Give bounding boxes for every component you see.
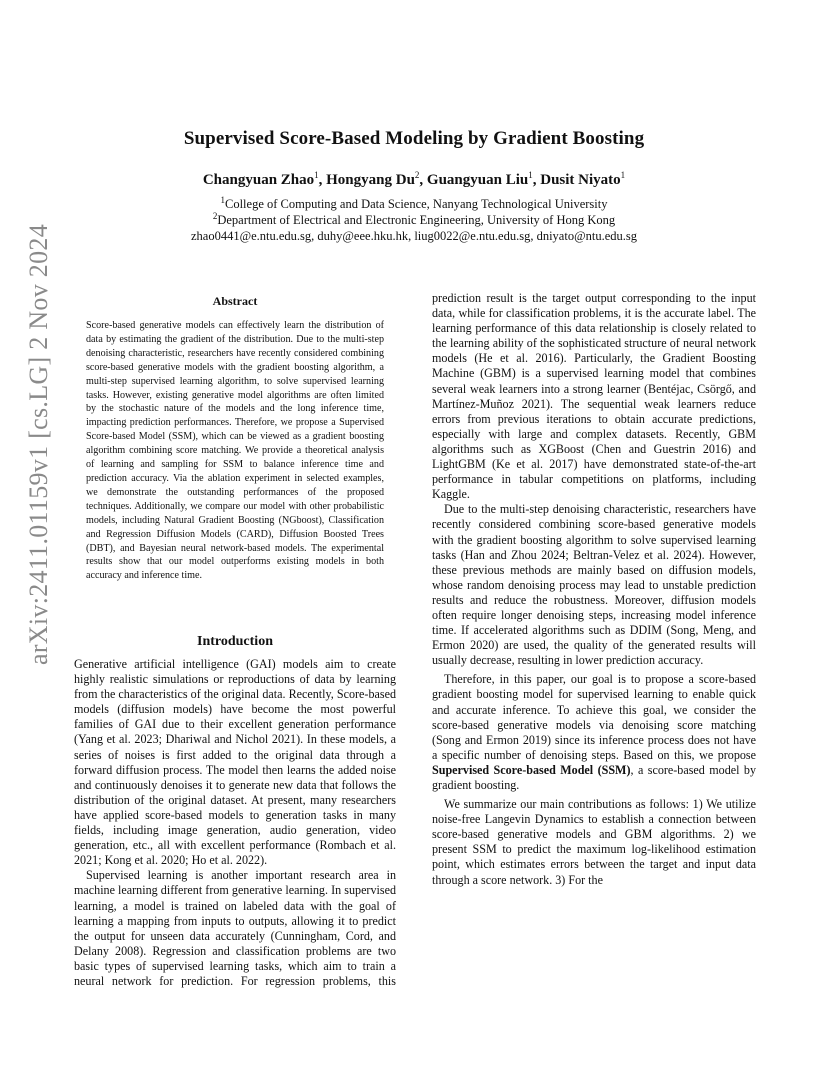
author-name: Changyuan Zhao — [202, 172, 315, 188]
author-name: Dusit Niyato — [540, 172, 621, 188]
affiliation-text: Department of Electrical and Electronic Engineering, University of Hong Kong — [217, 213, 616, 227]
affiliation-text: College of Computing and Data Science, Nanyang Technological University — [225, 197, 608, 211]
author-list: Changyuan Zhao$^1$, Hongyang Du$^2$, Guangyuan Liu$^1$, Dusit Niyato$^1$ — [202, 170, 626, 188]
intro-paragraph-3: Due to the multi-step denoising characteristic, researchers have recently considered combining score-based generative models with the gradient boosting algorithm to solve supervised learning tasks (Han and Zhou 2024; Beltran-Velez et al. 2024). However, these previous methods are mainly based on diffusion models, whose random denoising process may lead to unstable prediction results and reduce the robustness. Moreover, diffusion models often require longer denoising steps, increasing model inference time. If accelerated algorithms such as DDIM (Song, Meng, and Ermon 2020) are used, the quality of the generated results will usually decrease, resulting in lower prediction accuracy. — [432, 502, 756, 668]
paper-title: Supervised Score-Based Modeling by Gradient Boosting — [183, 128, 645, 149]
introduction-heading: Introduction — [197, 634, 273, 649]
arxiv-identifier-sidebar: arXiv:2411.01159v1 [cs.LG] 2 Nov 2024 — [24, 223, 53, 665]
author-affiliation-mark: 1 — [528, 170, 533, 180]
intro-paragraph-4-end: , a score-based model by gradient boosting. — [432, 762, 756, 792]
right-column — [432, 291, 756, 888]
author-affiliation-mark: 1 — [620, 170, 626, 180]
intro-paragraph-4 — [432, 672, 756, 793]
author-affiliation-mark: 1 — [314, 170, 319, 180]
affiliation-mark: 2 — [212, 210, 218, 221]
affiliation-line — [0, 194, 828, 212]
affiliation-mark: 1 — [220, 194, 225, 205]
intro-paragraph-1: Generative artificial intelligence (GAI) models aim to create highly realistic simulations or reproductions of data by learning from the characteristics of the original data. Recently, Score-based models (diffusion models) have become the most powerful families of GAI due to their excellent generation performance (Yang et al. 2023; Dhariwal and Nichol 2021). In these models, a series of noises is first added to the original data through a forward diffusion process. The model then learns the added noise and continuously denoises it to generate new data that follows the distribution of the original dataset. At present, many researchers have applied score-based models to generation tasks in many fields, including image generation, audio generation, video generation, etc., all with excellent performance (Rombach et al. 2021; Kong et al. 2020; Ho et al. 2022). — [74, 657, 396, 868]
author-name: Guangyuan Liu — [426, 172, 529, 188]
intro-paragraph-2-continued: prediction result is the target output corresponding to the input data, while for classification problems, it is the accurate label. The learning performance of this data relationship is closely related to the learning ability of the sophisticated structure of neural network models (He et al. 2016). Particularly, the Gradient Boosting Machine (GBM) is a supervised learning model that combines several weak learners into a strong learner (Bentéjac, Csörgő, and Martínez-Muñoz 2021). The sequential weak learners reduce errors from previous iterations to obtain accurate predictions, especially with large and complex datasets. Recently, GBM algorithms such as XGBoost (Chen and Guestrin 2016) and LightGBM (Ke et al. 2017) have demonstrated state-of-the-art performance in tabular competitions on platforms, including Kaggle. — [432, 291, 756, 502]
author-emails: zhao0441@e.ntu.edu.sg, duhy@eee.hku.hk, liug0022@e.ntu.edu.sg, dniyato@ntu.edu.sg — [191, 229, 637, 243]
abstract-text: Score-based generative models can effectively learn the distribution of data by estimating the gradient of the distribution. Due to the multi-step denoising characteristic, researchers have recently considered combining score-based generative models with the gradient boosting algorithm, a multi-step supervised learning algorithm, to solve supervised learning tasks. However, existing generative model algorithms are often limited by the stochastic nature of the models and the long inference time, impacting prediction performances. Therefore, we propose a Supervised Score-based Model (SSM), which can be viewed as a gradient boosting algorithm combining score matching. We provide a theoretical analysis of learning and sampling for SSM to balance inference time and prediction accuracy. Via the ablation experiment in selected examples, we demonstrate the outstanding performances of the proposed techniques. Additionally, we compare our model with other probabilistic models, including Natural Gradient Boosting (NGboost), Classification and Regression Diffusion Models (CARD), Diffusion Boosted Trees (DBT), and Bayesian neural network-based models. The experimental results show that our model outperforms existing models in both accuracy and inference time. — [86, 320, 384, 582]
intro-paragraph-5: We summarize our main contributions as follows: 1) We utilize noise-free Langevin Dynamics to establish a connection between score-based generative models and GBM algorithms. 2) we present SSM to predict the maximum log-likelihood estimation point, which estimates errors between the target and input data through a score network. 3) For the — [432, 797, 756, 887]
abstract-heading: Abstract — [212, 294, 258, 308]
introduction-left-column — [74, 657, 396, 989]
affiliation-line — [0, 210, 828, 228]
intro-paragraph-2: Supervised learning is another important research area in machine learning different from generative learning. In supervised learning, a model is trained on labeled data with the goal of learning a mapping from inputs to outputs, allowing it to predict the output for unseen data accurately (Cunningham, Cord, and Delany 2008). Regression and classification problems are two basic types of supervised learning tasks, which aim to train a neural network for prediction. For regression problems, this — [74, 868, 396, 988]
model-name-bold: Supervised Score-based Model (SSM) — [432, 762, 631, 777]
author-name: Hongyang Du — [326, 172, 415, 188]
author-affiliation-mark: 2 — [414, 170, 420, 180]
intro-paragraph-4-start: Therefore, in this paper, our goal is to propose a score-based gradient boosting model for supervised learning to enable quick and accurate inference. To achieve this goal, we consider the score-based generative models via denoising score matching (Song and Ermon 2019) since its inference process does not have a specific number of denoising steps. Based on this, we propose — [432, 672, 756, 762]
